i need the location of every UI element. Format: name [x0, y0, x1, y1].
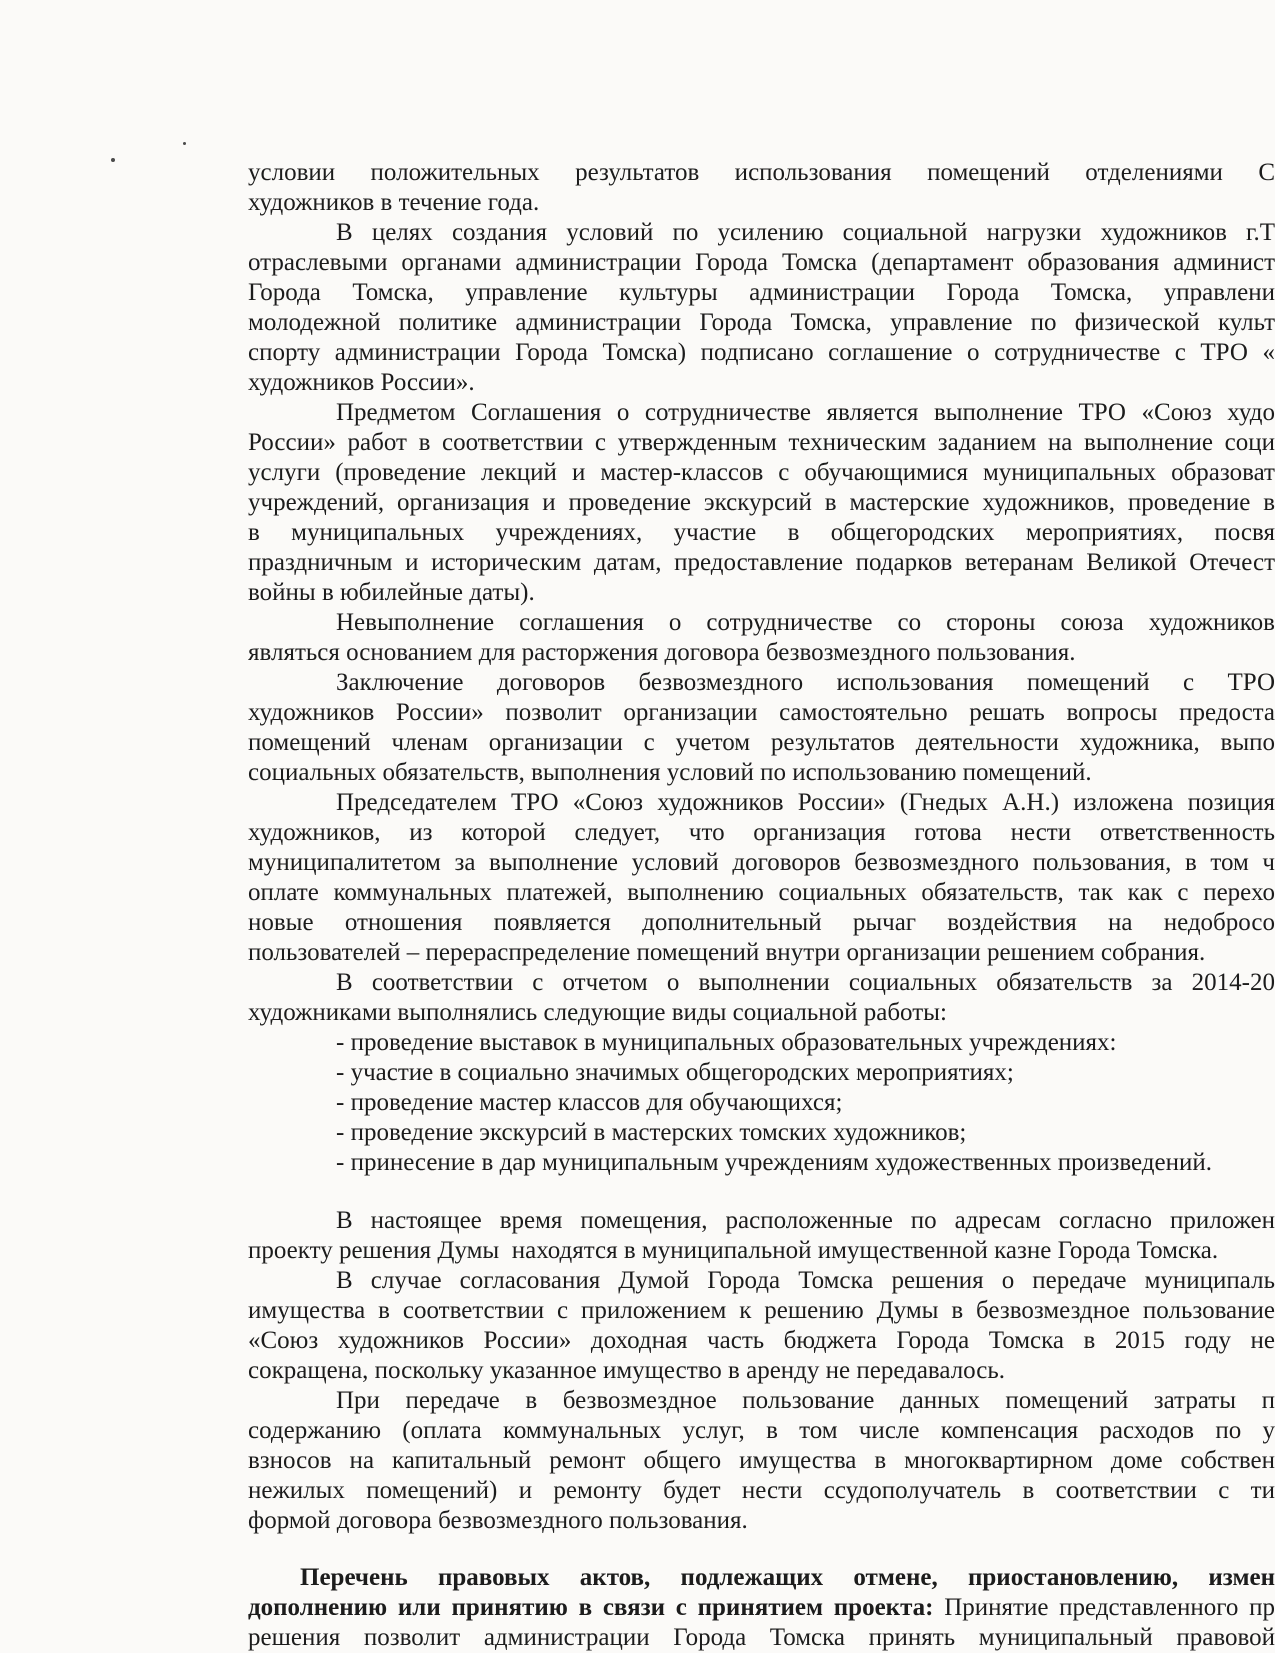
text-line	[248, 398, 1275, 428]
text-line	[248, 728, 1275, 758]
text-run: художников, из которой следует, что организация готова нести ответственность	[248, 819, 1275, 846]
text-run: условии положительных результатов использования помещений отделениями С	[248, 159, 1275, 186]
text-run: художников России».	[248, 369, 475, 396]
text-line	[248, 278, 1275, 308]
text-line	[248, 1326, 1275, 1356]
text-run: Председателем ТРО «Союз художников России» (Гнедых А.Н.) изложена позиция	[336, 789, 1275, 816]
text-line	[248, 188, 1275, 218]
text-line	[248, 1058, 1275, 1088]
text-run: в муниципальных учреждениях, участие в общегородских мероприятиях, посвя	[248, 519, 1275, 546]
text-line	[248, 1593, 1275, 1623]
text-line	[248, 368, 1275, 398]
text-run: имущества в соответствии с приложением к решению Думы в безвозмездное пользование	[248, 1297, 1275, 1324]
text-line	[248, 1296, 1275, 1326]
text-run: новые отношения появляется дополнительный рычаг воздействия на недобросо	[248, 909, 1275, 936]
text-line	[248, 1236, 1275, 1266]
text-line	[248, 968, 1275, 998]
text-run: оплате коммунальных платежей, выполнению социальных обязательств, так как с перехо	[248, 879, 1275, 906]
text-line	[248, 818, 1275, 848]
text-run: «Союз художников России» доходная часть бюджета Города Томска в 2015 году не	[248, 1327, 1275, 1354]
text-line	[248, 548, 1275, 578]
text-run: Предметом Соглашения о сотрудничестве является выполнение ТРО «Союз худо	[336, 399, 1275, 426]
text-line	[248, 938, 1275, 968]
scan-speck	[111, 158, 115, 162]
text-line	[248, 1118, 1275, 1148]
text-line	[248, 1416, 1275, 1446]
text-run: художниками выполнялись следующие виды социальной работы:	[248, 999, 947, 1026]
text-run: отраслевыми органами администрации Города Томска (департамент образования админист	[248, 249, 1275, 276]
text-line	[248, 1506, 1275, 1536]
text-line	[248, 248, 1275, 278]
text-run: содержанию (оплата коммунальных услуг, в том числе компенсация расходов по у	[248, 1417, 1275, 1444]
text-run: России» работ в соответствии с утвержденным техническим заданием на выполнение соци	[248, 429, 1275, 456]
text-line	[248, 158, 1275, 188]
text-line	[248, 218, 1275, 248]
text-run: При передаче в безвозмездное пользование данных помещений затраты п	[336, 1387, 1275, 1414]
text-line	[248, 338, 1275, 368]
text-line	[248, 1563, 1275, 1593]
text-run: услуги (проведение лекций и мастер-классов с обучающимися муниципальных образоват	[248, 459, 1275, 486]
text-line	[248, 698, 1275, 728]
text-line	[248, 998, 1275, 1028]
text-run: художников в течение года.	[248, 189, 540, 216]
text-run: праздничным и историческим датам, предоставление подарков ветеранам Великой Отечест	[248, 549, 1275, 576]
text-run: проекту решения Думы находятся в муниципальной имущественной казне Города Томска.	[248, 1237, 1219, 1264]
text-line	[248, 758, 1275, 788]
text-run: спорту администрации Города Томска) подписано соглашение о сотрудничестве с ТРО «	[248, 339, 1275, 366]
text-block	[248, 158, 1275, 1653]
scan-speck	[183, 142, 186, 145]
text-run: социальных обязательств, выполнения условий по использованию помещений.	[248, 759, 1092, 786]
text-run: - проведение выставок в муниципальных образовательных учреждениях:	[336, 1029, 1117, 1056]
text-line	[248, 1266, 1275, 1296]
bold-text-run: Перечень правовых актов, подлежащих отмене, приостановлению, измен	[300, 1564, 1275, 1591]
text-run: решения позволит администрации Города Томска принять муниципальный правовой	[248, 1624, 1275, 1651]
text-line	[248, 1623, 1275, 1653]
text-run: Города Томска, управление культуры администрации Города Томска, управлени	[248, 279, 1275, 306]
text-run: Невыполнение соглашения о сотрудничестве со стороны союза художников	[336, 609, 1275, 636]
text-line	[248, 1476, 1275, 1506]
text-line	[248, 1356, 1275, 1386]
bold-text-run: дополнению или принятию в связи с принятием проекта:	[248, 1594, 934, 1621]
text-run: В случае согласования Думой Города Томска решения о передаче муниципаль	[336, 1267, 1275, 1294]
text-run: нежилых помещений) и ремонту будет нести ссудополучатель в соответствии с ти	[248, 1477, 1275, 1504]
text-run: учреждений, организация и проведение экскурсий в мастерские художников, проведение в	[248, 489, 1275, 516]
text-line	[248, 1446, 1275, 1476]
text-run: - участие в социально значимых общегородских мероприятиях;	[336, 1059, 1014, 1086]
text-line	[248, 428, 1275, 458]
text-run: формой договора безвозмездного пользования.	[248, 1507, 748, 1534]
text-line	[248, 1386, 1275, 1416]
text-run: молодежной политике администрации Города Томска, управление по физической культ	[248, 309, 1275, 336]
text-line	[248, 488, 1275, 518]
text-run: - проведение экскурсий в мастерских томских художников;	[336, 1119, 967, 1146]
text-line	[248, 878, 1275, 908]
text-line	[248, 668, 1275, 698]
text-line	[248, 608, 1275, 638]
text-line	[248, 1148, 1275, 1178]
text-run: - принесение в дар муниципальным учреждениям художественных произведений.	[336, 1149, 1212, 1176]
text-line	[248, 908, 1275, 938]
text-line	[248, 458, 1275, 488]
text-run: муниципалитетом за выполнение условий договоров безвозмездного пользования, в том ч	[248, 849, 1275, 876]
text-run: войны в юбилейные даты).	[248, 579, 535, 606]
text-run: В целях создания условий по усилению социальной нагрузки художников г.Т	[336, 219, 1275, 246]
text-run: помещений членам организации с учетом результатов деятельности художника, выпо	[248, 729, 1275, 756]
text-line	[248, 1206, 1275, 1236]
text-run: сокращена, поскольку указанное имущество в аренду не передавалось.	[248, 1357, 1006, 1384]
text-line	[248, 638, 1275, 668]
text-run: пользователей – перераспределение помещений внутри организации решением собрания.	[248, 939, 1206, 966]
text-line	[248, 848, 1275, 878]
text-run: Заключение договоров безвозмездного использования помещений с ТРО	[336, 669, 1275, 696]
text-line	[248, 1028, 1275, 1058]
text-run: В соответствии с отчетом о выполнении социальных обязательств за 2014-20	[336, 969, 1275, 996]
text-line	[248, 788, 1275, 818]
text-run: В настоящее время помещения, расположенные по адресам согласно приложен	[336, 1207, 1275, 1234]
text-run: Принятие представленного пр	[933, 1594, 1275, 1621]
text-line	[248, 578, 1275, 608]
text-line	[248, 1088, 1275, 1118]
text-line	[248, 518, 1275, 548]
text-run: являться основанием для расторжения договора безвозмездного пользования.	[248, 639, 1076, 666]
text-run: - проведение мастер классов для обучающихся;	[336, 1089, 843, 1116]
text-run: взносов на капитальный ремонт общего имущества в многоквартирном доме собствен	[248, 1447, 1275, 1474]
text-run: художников России» позволит организации самостоятельно решать вопросы предоста	[248, 699, 1275, 726]
text-line	[248, 308, 1275, 338]
